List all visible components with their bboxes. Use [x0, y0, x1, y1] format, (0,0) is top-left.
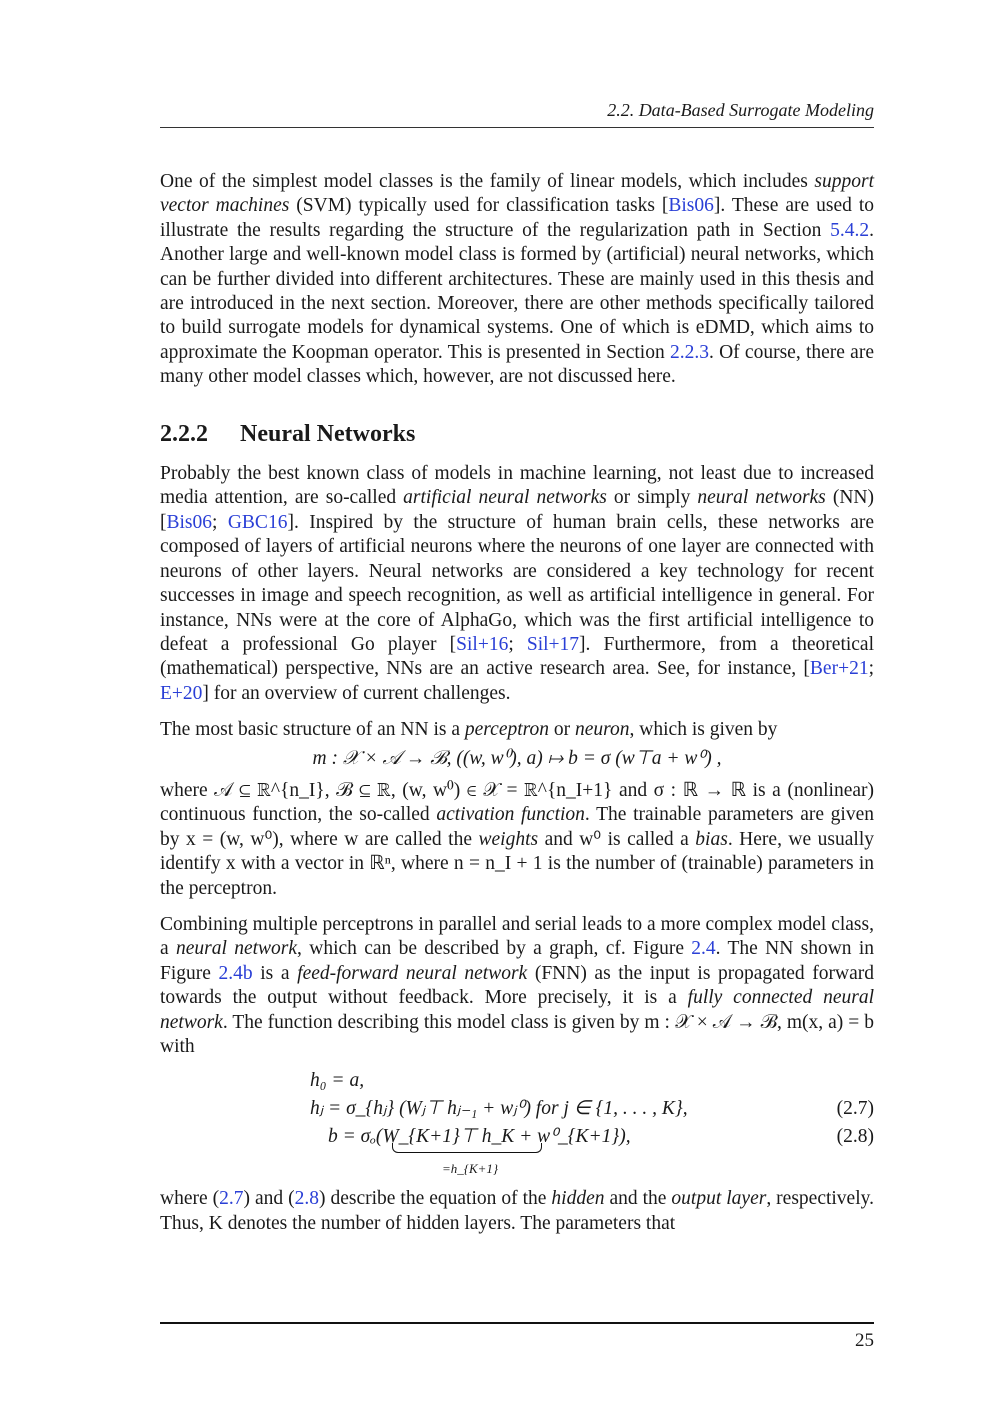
paragraph-network: Combining multiple perceptrons in parallel and serial leads to a more complex model class, a neural network, which can be described by a graph, cf. Figure 2.4. The NN shown in Figure 2.4b is a feed-forward neural network (FNN) as the input is propagated forward towards the output without feedback. More precisely, it is a fully connected neural network. The function describing this model class is given by m : 𝒳 × 𝒜 → ℬ, m(x, a) = b with — [160, 913, 875, 1057]
section-link[interactable]: 2.2.3 — [669, 341, 709, 363]
citation-link[interactable]: Bis06 — [668, 195, 714, 217]
citation-link[interactable]: E+20 — [160, 682, 203, 704]
citation-link[interactable]: Sil+16 — [456, 633, 509, 655]
body-text — [160, 170, 874, 1248]
equation-link[interactable]: 2.7 — [219, 1188, 244, 1210]
header-rule — [160, 127, 874, 128]
citation-link[interactable]: Sil+17 — [526, 633, 580, 655]
section-heading — [160, 422, 874, 446]
equation-link[interactable]: 2.8 — [294, 1188, 319, 1210]
equation-line-h0: h₀ = a, — [310, 1070, 365, 1092]
paragraph-perceptron: The most basic structure of an NN is a perceptron or neuron, which is given by — [160, 719, 778, 741]
figure-link[interactable]: 2.4 — [691, 938, 716, 960]
equation-tag: (2.8) — [836, 1126, 874, 1148]
figure-link[interactable]: 2.4b — [218, 962, 253, 984]
paragraph-neural-networks: Probably the best known class of models in machine learning, not least due to increased media attention, are so-called artificial neural networks or simply neural networks (NN) [Bis06; GBC16]. Inspired by the structure of human brain cells, these networks are composed of layers of artificial neurons where the neurons of one layer are connected with neurons of other layers. Neural networks are considered a key technology for recent successes in image and speech recognition, as well as artificial intelligence in general. For instance, NNs were at the core of AlphaGo, which was the first artificial intelligence to defeat a professional Go player [Sil+16; Sil+17]. Furthermore, from a theoretical (mathematical) perspective, NNs are an active research area. See, for instance, [Ber+21; E+20] for an overview of current challenges. — [160, 463, 875, 704]
section-number: 2.2.2 — [160, 420, 208, 447]
citation-link[interactable]: Ber+21 — [809, 658, 869, 680]
underbrace — [392, 1143, 542, 1153]
section-link[interactable]: 5.4.2 — [830, 219, 870, 241]
equation-perceptron: m : 𝒳 × 𝒜 → ℬ, ((w, w⁰), a) ↦ b = σ (w⊤a + w⁰) , — [312, 747, 722, 769]
equation-line-hj: hⱼ = σ_{hⱼ} (Wⱼ⊤ hⱼ₋₁ + wⱼ⁰) for j ∈ {1, . . . , K}, — [310, 1098, 688, 1120]
paragraph-activation: where 𝒜 ⊆ ℝ^{n_I}, ℬ ⊆ ℝ, (w, w⁰) ∈ 𝒳 = ℝ^{n_I+1} and σ : ℝ → ℝ is a (nonlinear) continuous function, the so-called activation function. The trainable parameters are given by x = (w, w⁰), where w are called the weights and w⁰ is called a bias. Here, we usually identify x with a vector in ℝⁿ, where n = n_I + 1 is the number of (trainable) parameters in the perceptron. — [160, 779, 874, 899]
equation-tag: (2.7) — [836, 1098, 874, 1120]
paragraph-linear-models: One of the simplest model classes is the family of linear models, which includes support vector machines (SVM) typically used for classification tasks [Bis06]. These are used to illustrate the results regarding the structure of the regularization path in Section 5.4.2. Another large and well-known model class is formed by (artificial) neural networks, which can be further divided into different architectures. These are mainly used in this thesis and are introduced in the next section. Moreover, there are other methods specifically tailored to build surrogate models for dynamical systems. One of which is eDMD, which aims to approximate the Koopman operator. This is presented in Section 2.2.3. Of course, there are many other model classes which, however, are not discussed here. — [160, 171, 875, 388]
paragraph-layers: where (2.7) and (2.8) describe the equation of the hidden and the output layer, respectively. Thus, K denotes the number of hidden layers. The parameters that — [160, 1188, 874, 1234]
equation-system — [160, 1065, 874, 1175]
page-number: 25 — [855, 1330, 874, 1351]
running-header: 2.2. Data-Based Surrogate Modeling — [607, 100, 874, 120]
footer-rule — [160, 1322, 874, 1324]
section-title: Neural Networks — [240, 420, 416, 447]
equation-line-b: b = σₒ(W_{K+1}⊤ h_K + w⁰_{K+1}), — [328, 1126, 631, 1148]
citation-link[interactable]: Bis06 — [166, 511, 213, 533]
citation-link[interactable]: GBC16 — [227, 511, 288, 533]
underbrace-label: =h_{K+1} — [442, 1161, 499, 1177]
